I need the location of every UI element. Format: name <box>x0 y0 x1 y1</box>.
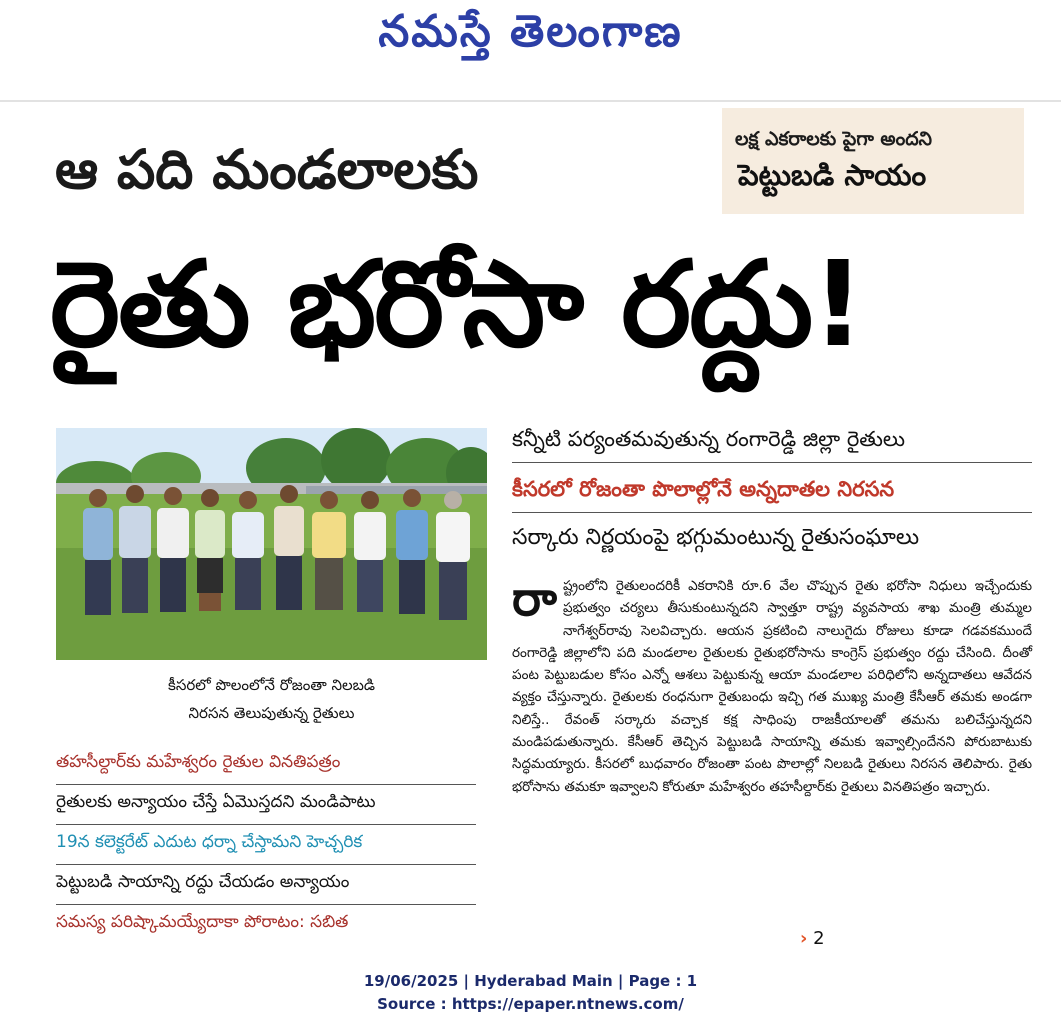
news-photo <box>56 428 487 660</box>
subhead-divider <box>512 462 1032 463</box>
side-highlight-line2: పెట్టుబడి సాయం <box>738 158 927 192</box>
left-subhead-divider <box>56 904 476 905</box>
left-subhead-4: పెట్టుబడి సాయాన్ని రద్దు చేయడం అన్యాయం <box>56 872 350 892</box>
left-subhead-1: తహసీల్దార్‌కు మహేశ్వరం రైతుల వినతిపత్రం <box>56 752 341 772</box>
left-subhead-divider <box>56 864 476 865</box>
subhead-divider <box>512 512 1032 513</box>
subhead-3: సర్కారు నిర్ణయంపై భగ్గుమంటున్న రైతుసంఘాలు <box>512 525 920 550</box>
left-subhead-5: సమస్య పరిష్కామయ్యేదాకా పోరాటం: సబిత <box>56 912 349 932</box>
subhead-1: కన్నీటి పర్యంతమవుతున్న రంగారెడ్డి జిల్లా రైతులు <box>512 427 906 451</box>
chevron-right-icon: › <box>800 928 808 949</box>
left-subhead-2: రైతులకు అన్యాయం చేస్తే ఏమొస్తదని మండిపాటు <box>56 792 376 812</box>
edition-info: 19/06/2025 | Hyderabad Main | Page : 1 <box>363 972 698 990</box>
subhead-2: కీసరలో రోజంతా పొలాల్లోనే అన్నదాతల నిరసన <box>512 477 895 501</box>
left-subhead-divider <box>56 784 476 785</box>
article-text: ష్ట్రంలోని రైతులందరికీ ఎకరానికి రూ.6 వేల చొప్పున రైతు భరోసా నిధులు ఇచ్చేందుకు ప్రభుత్వం చర్యలు తీసుకుంటున్నదని స్వాత్తూ రాష్ట్ర వ్యవసాయ శాఖ మంత్రి తుమ్మల నాగేశ్వర్‌రావు సెలవిచ్చారు. ఆయన ప్రకటించి నాలుగైదు రోజులు కూడా గడవకముందే రంగారెడ్డి జిల్లాలోని పది మండలాల రైతులకు రైతుభరోసాను కాంగ్రెస్ ప్రభుత్వం రద్దు చేసింది. దీంతో పంట పెట్టుబడుల కోసం ఎన్నో ఆశలు పెట్టుకున్న ఆయా మండలాల పరిధిలోని అన్నదాతలు ఆవేదన వ్యక్తం చేస్తున్నారు. రైతులకు రంధనుగా రైతుబంధు ఇచ్చి గత ముఖ్య మంత్రి కేసీఆర్ తమకు అండగా నిలిస్తే.. రేవంత్ సర్కారు వచ్చాక కక్ష సాధింపు రాజకీయాలతో తమను బలిచేస్తున్నదని మండిపడుతున్నారు. కేసీఆర్ తెచ్చిన పెట్టుబడి సాయాన్ని తమకు ఇవ్వాల్సిందేనని పోరుబాటుకు సిద్ధమయ్యారు. కీసరలో బుధవారం రోజంతా పంట పొలాల్లో నిలబడి రైతులు నిరసన తెలిపారు. రైతు భరోసాను తమకూ ఇవ్వాలని కోరుతూ మహేశ్వరం తహసీల్దార్‌కు రైతులు వినతిపత్రం ఇచ్చారు. <box>512 578 1032 795</box>
photo-caption-line2: నిరసన తెలుపుతున్న రైతులు <box>188 704 355 722</box>
side-highlight-line1: లక్ష ఎకరాలకు పైగా అందని <box>735 128 933 150</box>
drop-cap: రా <box>512 571 557 627</box>
masthead <box>0 0 1061 98</box>
headline-kicker: ఆ పది మండలాలకు <box>55 138 479 201</box>
source-link[interactable]: Source : https://epaper.ntnews.com/ <box>377 995 684 1013</box>
newspaper-title: నమస్తే తెలంగాణ <box>378 6 683 57</box>
continued-page-number: 2 <box>813 928 825 949</box>
farmers-protest-photo <box>56 428 487 660</box>
main-headline: రైతు భరోసా రద్దు! <box>50 235 864 373</box>
masthead-divider <box>0 100 1061 102</box>
left-subhead-divider <box>56 824 476 825</box>
continued-on-page[interactable] <box>800 928 825 949</box>
left-subhead-3: 19న కలెక్టరేట్ ఎదుట ధర్నా చేస్తామని హెచ్చరిక <box>56 832 363 852</box>
article-body <box>512 571 1032 798</box>
photo-caption-line1: కీసరలో పొలంలోనే రోజంతా నిలబడి <box>168 676 375 694</box>
